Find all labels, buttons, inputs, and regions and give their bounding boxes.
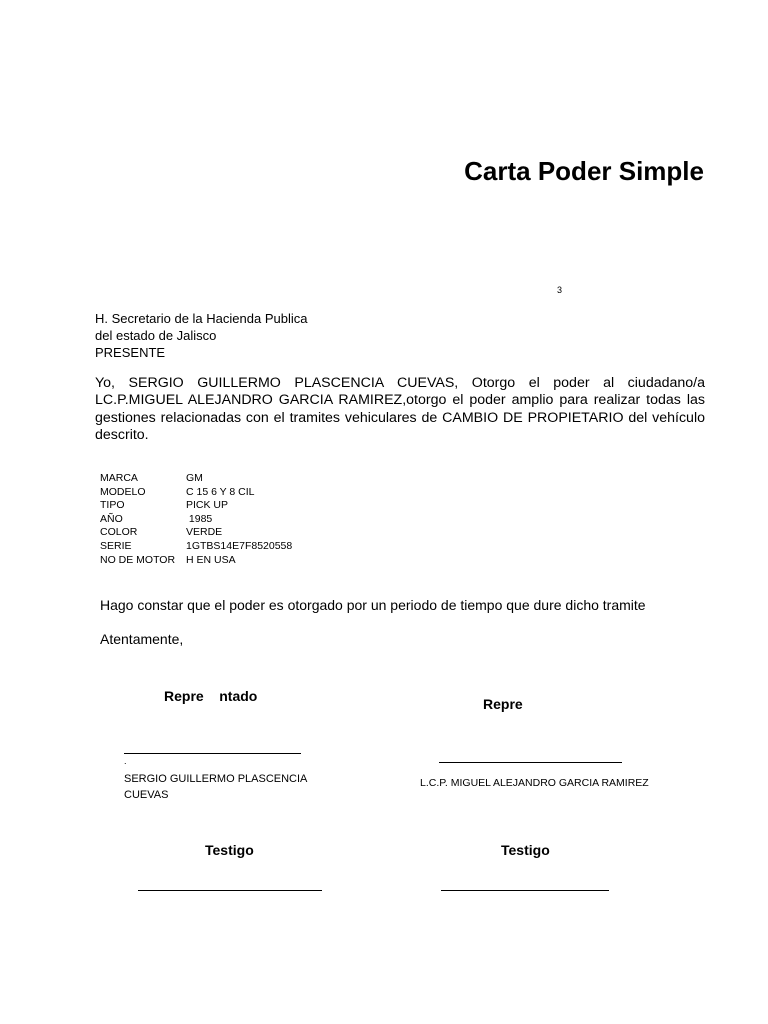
grantor-name xyxy=(124,771,307,803)
vehicle-field-label: SERIE xyxy=(100,539,132,552)
vehicle-row xyxy=(100,499,292,513)
vehicle-table xyxy=(100,472,292,567)
vehicle-field-value: C 15 6 Y 8 CIL xyxy=(186,485,255,498)
grantor-dot: . xyxy=(124,756,127,766)
grantor-name-line-1: SERGIO GUILLERMO PLASCENCIA xyxy=(124,773,308,785)
page-number: 3 xyxy=(557,285,563,295)
grantor-name-line-2: CUEVAS xyxy=(124,789,169,801)
document-title: Carta Poder Simple xyxy=(464,156,704,186)
agent-name: L.C.P. MIGUEL ALEJANDRO GARCIA RAMIREZ xyxy=(420,777,649,789)
vehicle-row xyxy=(100,540,292,554)
vehicle-field-value: H EN USA xyxy=(186,553,236,566)
body-paragraph: Yo, SERGIO GUILLERMO PLASCENCIA CUEVAS, Otorgo el poder al ciudadano/a LC.P.MIGUEL ALEJANDRO GARCIA RAMIREZ,otorgo el poder amplio para realizar todas las gestiones relacionadas con el tramites vehiculares de CAMBIO DE PROPIETARIO del vehículo descrito. xyxy=(95,375,705,444)
addressee-line-1: H. Secretario de la Hacienda Publica xyxy=(95,311,308,326)
vehicle-field-value: PICK UP xyxy=(186,499,229,512)
witness-2-label: Testigo xyxy=(501,842,550,858)
vehicle-row xyxy=(100,486,292,500)
vehicle-field-value: VERDE xyxy=(186,526,223,539)
vehicle-field-value: 1985 xyxy=(186,512,213,525)
vehicle-field-label: NO DE MOTOR xyxy=(100,553,176,566)
vehicle-field-value: 1GTBS14E7F8520558 xyxy=(186,539,293,552)
witness-1-signature-line xyxy=(138,890,322,891)
grantor-role-label: Repre ntado xyxy=(164,688,258,704)
closing: Atentamente, xyxy=(100,631,184,647)
vehicle-field-label: COLOR xyxy=(100,526,138,539)
vehicle-field-label: MARCA xyxy=(100,472,138,484)
vehicle-field-label: TIPO xyxy=(100,499,125,512)
vehicle-row xyxy=(100,472,292,486)
validity-statement: Hago constar que el poder es otorgado por un periodo de tiempo que dure dicho tramite xyxy=(100,597,646,613)
vehicle-field-label: AÑO xyxy=(100,512,123,525)
vehicle-row xyxy=(100,513,292,527)
addressee-block xyxy=(95,310,307,361)
vehicle-field-value: GM xyxy=(186,472,203,484)
witness-1-label: Testigo xyxy=(205,842,254,858)
addressee-line-3: PRESENTE xyxy=(95,345,166,360)
grantor-signature-line xyxy=(124,753,301,754)
agent-signature-line xyxy=(439,762,622,763)
vehicle-field-label: MODELO xyxy=(100,485,146,498)
witness-2-signature-line xyxy=(441,890,609,891)
vehicle-row xyxy=(100,526,292,540)
vehicle-row xyxy=(100,554,292,568)
agent-role-label: Repre xyxy=(483,696,523,712)
addressee-line-2: del estado de Jalisco xyxy=(95,328,217,343)
